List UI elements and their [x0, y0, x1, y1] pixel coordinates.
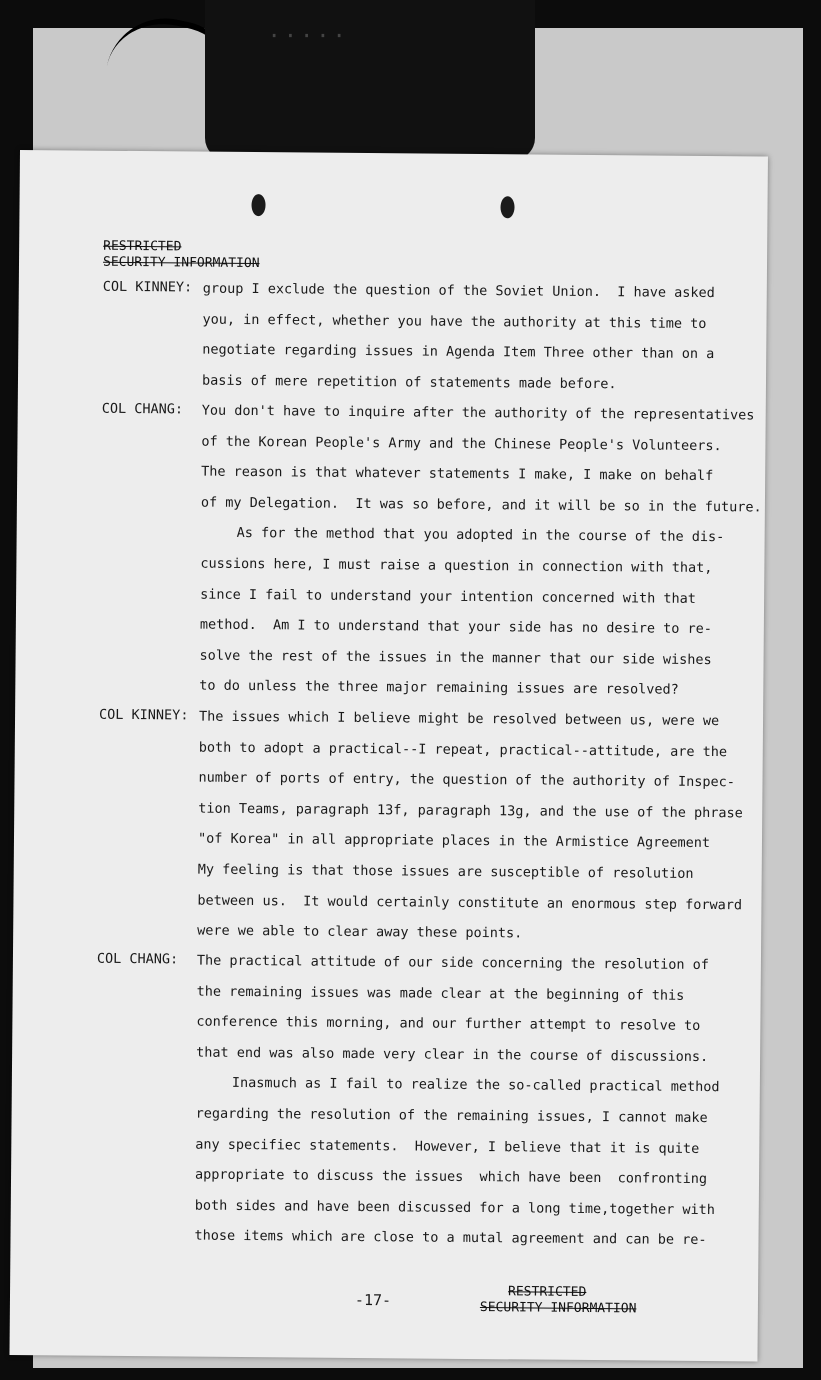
document-page	[9, 150, 767, 1361]
speech-text	[194, 946, 727, 1257]
security-marking-top-sub: SECURITY INFORMATION	[102, 254, 260, 272]
text-line: that end was also made very clear in the course of discussions.	[196, 1044, 709, 1065]
text-line: between us. It would certainly constitute an enormous step forward	[197, 892, 743, 913]
speaker-label: COL CHANG:	[96, 950, 179, 968]
security-marking-top: RESTRICTED	[103, 238, 182, 255]
punch-hole-left	[251, 194, 265, 216]
text-line: negotiate regarding issues in Agenda Item Three other than on a	[202, 341, 715, 363]
text-line: of the Korean People's Army and the Chinese People's Volunteers.	[201, 433, 722, 454]
text-line: appropriate to discuss the issues which have been confronting	[194, 1166, 708, 1188]
text-line: As for the method that you adopted in the course of the dis-	[236, 525, 725, 546]
text-line: Inasmuch as I fail to realize the so-called practical method	[231, 1075, 720, 1096]
transcript-entry	[18, 400, 766, 699]
text-line: method. Am I to understand that your side has no desire to re-	[199, 616, 712, 638]
text-line: both to adopt a practical--I repeat, practical--attitude, are the	[198, 739, 728, 760]
text-line: The practical attitude of our side concerning the resolution of	[196, 952, 710, 974]
speaker-label: COL KINNEY:	[102, 278, 193, 296]
text-line: regarding the resolution of the remaining issues, I cannot make	[195, 1105, 708, 1127]
text-line: any specifiec statements. However, I believe that it is quite	[195, 1136, 700, 1157]
text-line: you, in effect, whether you have the authority at this time to	[202, 311, 707, 332]
security-marking-bottom: RESTRICTED	[507, 1284, 587, 1300]
speech-text	[197, 702, 743, 951]
transcript-entry	[19, 278, 767, 392]
text-line: were we able to clear away these points.	[197, 922, 523, 942]
text-line: number of ports of entry, the question of the authority of Inspec-	[198, 769, 736, 791]
text-line: group I exclude the question of the Soviet Union. I have asked	[202, 280, 715, 302]
transcript-entry	[13, 950, 761, 1249]
text-line: You don't have to inquire after the authority of the representatives	[201, 402, 755, 424]
page-number: -17-	[354, 1290, 392, 1310]
text-line: solve the rest of the issues in the manner that our side wishes	[199, 647, 712, 668]
text-line: those items which are close to a mutal agreement and can be re-	[194, 1227, 707, 1249]
text-line: the remaining issues was made clear at the beginning of this	[196, 983, 685, 1004]
binder-clip	[205, 0, 535, 160]
text-line: basis of mere repetition of statements made before.	[201, 372, 617, 392]
text-line: "of Korea" in all appropriate places in the Armistice Agreement	[197, 830, 711, 852]
speech-text	[199, 396, 762, 707]
text-line: cussions here, I must raise a question in connection with that,	[200, 555, 713, 577]
text-line: conference this morning, and our further attempt to resolve to	[196, 1013, 701, 1035]
speech-text	[202, 274, 733, 401]
transcript-entry	[15, 706, 763, 942]
punch-hole-right	[500, 196, 514, 218]
text-line: both sides and have been discussed for a long time,together with	[194, 1197, 716, 1218]
speaker-label: COL CHANG:	[101, 400, 184, 418]
text-line: tion Teams, paragraph 13f, paragraph 13g, and the use of the phrase	[198, 800, 743, 822]
text-line: since I fail to understand your intention concerned with that	[200, 586, 696, 607]
text-line: The reason is that whatever statements I make, I make on behalf	[201, 463, 714, 485]
clip-stamp-number: ‧‧‧‧‧	[270, 22, 352, 52]
security-marking-bottom-sub: SECURITY INFORMATION	[479, 1300, 637, 1317]
text-line: My feeling is that those issues are susceptible of resolution	[197, 861, 694, 882]
text-line: of my Delegation. It was so before, and it will be so in the future.	[200, 494, 762, 516]
text-line: The issues which I believe might be resolved between us, were we	[198, 708, 720, 730]
speaker-label: COL KINNEY:	[99, 706, 189, 724]
text-line: to do unless the three major remaining issues are resolved?	[199, 677, 679, 699]
